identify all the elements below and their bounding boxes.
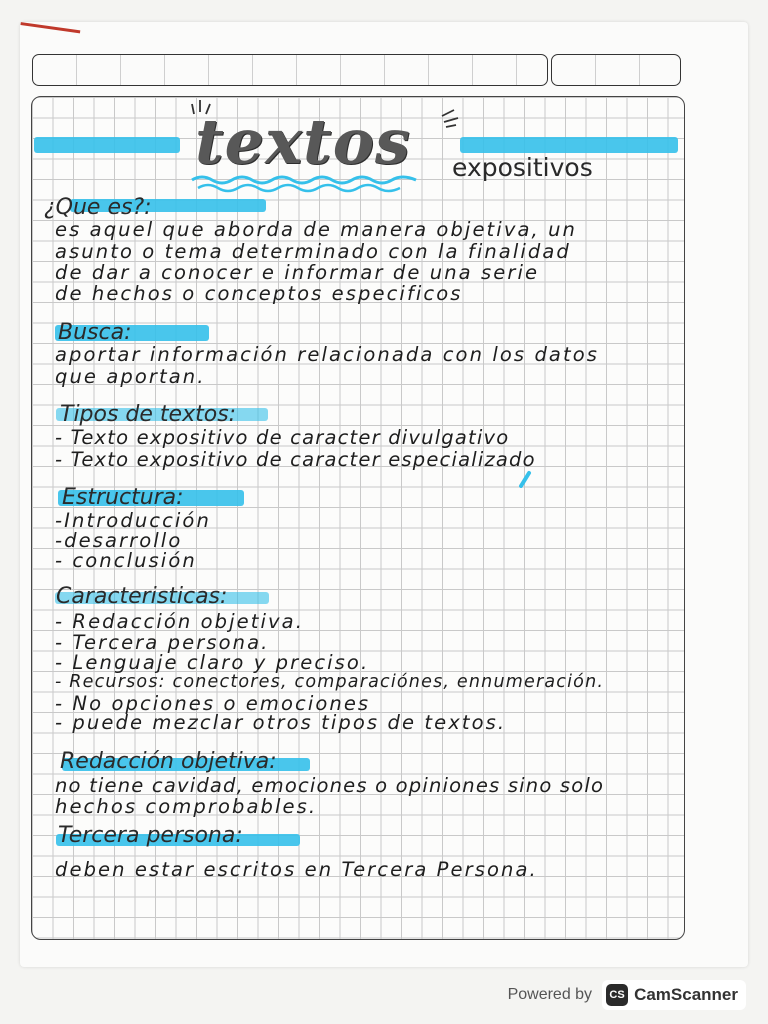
caracteristicas-line-2: - Tercera persona. <box>55 631 270 654</box>
caracteristicas-line-3: - Lenguaje claro y preciso. <box>55 651 370 674</box>
heading-estructura: Estructura: <box>62 485 184 510</box>
que-es-line-1: es aquel que aborda de manera objetiva, un <box>55 218 578 241</box>
caracteristicas-line-1: - Redacción objetiva. <box>55 610 305 633</box>
caracteristicas-line-5: - No opciones o emociones <box>55 692 371 715</box>
busca-line-2: que aportan. <box>55 365 206 388</box>
que-es-line-4: de hechos o conceptos especificos <box>55 282 463 305</box>
ink-mark <box>518 470 532 488</box>
heading-redaccion-objetiva: Redacción objetiva: <box>60 749 277 774</box>
title-underline-wave <box>190 172 420 194</box>
tercera-line-1: deben estar escritos en Tercera Persona. <box>55 858 538 881</box>
heading-caracteristicas: Caracteristicas: <box>56 584 228 609</box>
camscanner-watermark <box>508 980 746 1010</box>
estructura-line-1: -Introducción <box>55 509 211 532</box>
page-subtitle: expositivos <box>452 153 593 182</box>
title-highlight-left <box>34 137 180 153</box>
que-es-line-2: asunto o tema determinado con la finalidad <box>55 240 571 263</box>
camscanner-badge <box>602 980 746 1010</box>
header-box-left <box>32 54 548 86</box>
tipos-line-1: - Texto expositivo de caracter divulgativo <box>55 426 510 449</box>
page-title: textos <box>195 105 411 178</box>
redaccion-line-2: hechos comprobables. <box>55 795 318 818</box>
corner-mark <box>19 22 80 43</box>
caracteristicas-line-6: - puede mezclar otros tipos de textos. <box>55 711 507 734</box>
heading-busca: Busca: <box>58 320 132 345</box>
sparkle-right-icon <box>440 108 464 128</box>
redaccion-line-1: no tiene cavidad, emociones o opiniones sino solo <box>55 774 605 797</box>
title-highlight-right <box>460 137 678 153</box>
sparkle-left-icon <box>190 98 214 118</box>
caracteristicas-line-4: - Recursos: conectores, comparaciónes, ennumeración. <box>55 672 605 692</box>
powered-by-label: Powered by <box>507 986 593 1003</box>
camscanner-logo-icon: CS <box>606 984 628 1006</box>
busca-line-1: aportar información relacionada con los datos <box>55 343 600 366</box>
estructura-line-2: -desarrollo <box>55 529 183 552</box>
que-es-line-3: de dar a conocer e informar de una serie <box>55 261 540 284</box>
header-box-right <box>551 54 681 86</box>
camscanner-brand: CamScanner <box>634 985 738 1004</box>
heading-que-es: ¿Que es?: <box>44 195 152 220</box>
estructura-line-3: - conclusión <box>55 549 197 572</box>
tipos-line-2: - Texto expositivo de caracter especializado <box>55 448 536 471</box>
heading-tipos-de-textos: Tipos de textos: <box>60 402 237 427</box>
heading-tercera-persona: Tercera persona: <box>58 823 243 848</box>
